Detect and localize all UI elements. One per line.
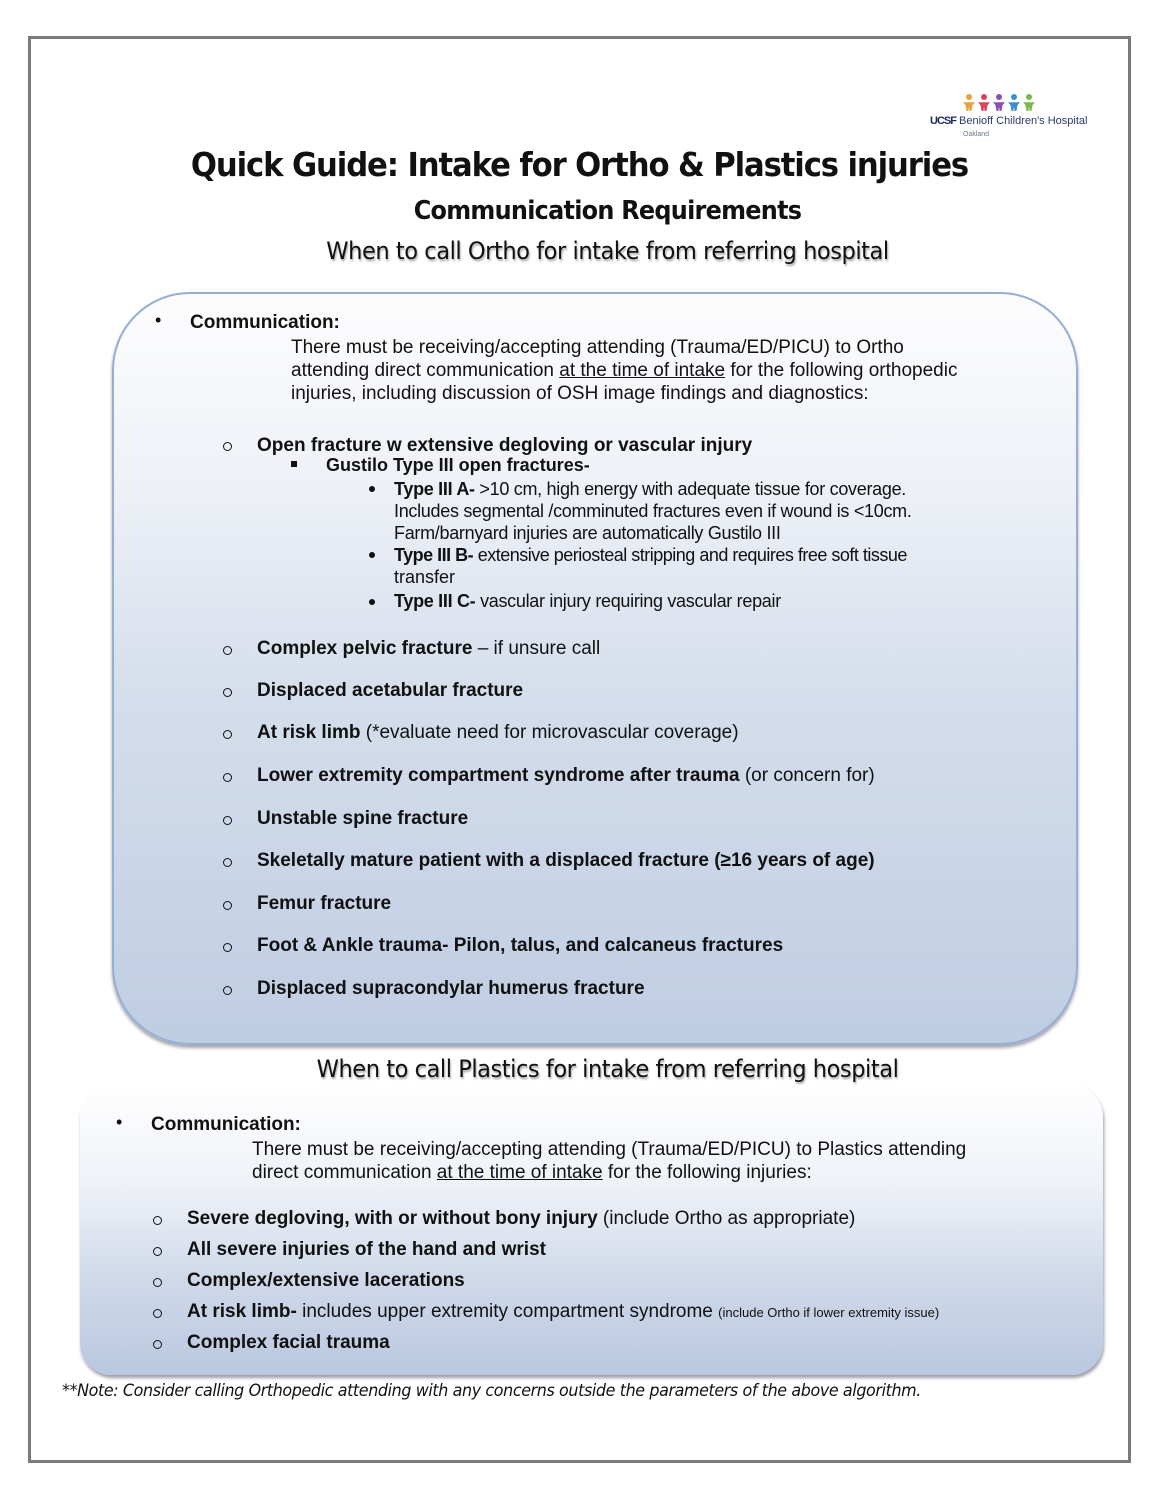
item-bold: Complex facial trauma <box>187 1332 390 1353</box>
text-segment: attending direct communication <box>291 360 560 381</box>
hollow-circle-bullet-icon <box>153 1216 162 1225</box>
hollow-circle-bullet-icon <box>223 901 232 910</box>
hollow-circle-bullet-icon <box>223 442 232 451</box>
text-segment: for the following orthopedic <box>725 360 958 381</box>
item-bold: At risk limb- <box>187 1301 297 1322</box>
ortho-communication-line2 <box>291 359 957 382</box>
hollow-circle-bullet-icon <box>153 1309 162 1318</box>
ortho-item <box>257 934 783 957</box>
item-note: (include Ortho as appropriate) <box>597 1208 856 1229</box>
item-bold: At risk limb <box>257 722 361 743</box>
ortho-communication-label: Communication: <box>190 312 340 333</box>
bullet-icon: • <box>155 310 162 330</box>
plastics-item <box>187 1238 546 1262</box>
footer-note: **Note: Consider calling Orthopedic attending with any concerns outside the parameters of the above algorithm. <box>62 1381 921 1401</box>
gustilo-type-3c <box>394 590 781 613</box>
type-label: Type III B- <box>394 545 474 565</box>
page-title: Quick Guide: Intake for Ortho & Plastics injuries <box>190 145 969 184</box>
children-figures-icon <box>962 94 1036 114</box>
type-label: Type III A- <box>394 479 475 499</box>
dot-bullet-icon <box>369 599 375 605</box>
dot-bullet-icon <box>369 486 375 492</box>
plastics-communication-line2 <box>252 1161 812 1184</box>
plastics-item <box>187 1331 390 1355</box>
ortho-item <box>257 679 523 702</box>
plastics-item <box>187 1269 465 1293</box>
hollow-circle-bullet-icon <box>223 688 232 697</box>
text-segment: for the following injuries: <box>602 1162 812 1183</box>
ortho-item <box>257 721 739 744</box>
type-description: >10 cm, high energy with adequate tissue for coverage. <box>474 479 906 499</box>
ortho-item <box>257 637 600 660</box>
hollow-circle-bullet-icon <box>223 730 232 739</box>
item-bold: Unstable spine fracture <box>257 808 469 829</box>
hollow-circle-bullet-icon <box>223 816 232 825</box>
square-bullet-icon <box>291 461 297 467</box>
ortho-communication-line3: injuries, including discussion of OSH image findings and diagnostics: <box>291 383 869 404</box>
item-small-note: (include Ortho if lower extremity issue) <box>718 1305 940 1320</box>
type-description: vascular injury requiring vascular repair <box>475 591 781 611</box>
ortho-item <box>257 892 391 915</box>
plastics-item <box>187 1300 939 1324</box>
item-bold: Displaced supracondylar humerus fracture <box>257 978 645 999</box>
hollow-circle-bullet-icon <box>223 986 232 995</box>
open-fracture-item: Open fracture w extensive degloving or vascular injury <box>257 435 753 456</box>
item-note: – if unsure call <box>472 638 601 659</box>
type-label: Type III C- <box>394 591 476 611</box>
item-bold: Severe degloving, with or without bony injury <box>187 1208 598 1229</box>
brand-name: Benioff Children's Hospital <box>959 115 1088 127</box>
hollow-circle-bullet-icon <box>223 943 232 952</box>
plastics-item <box>187 1207 855 1231</box>
hollow-circle-bullet-icon <box>223 646 232 655</box>
type-description: extensive periosteal stripping and requires free soft tissue <box>473 545 907 565</box>
hollow-circle-bullet-icon <box>153 1340 162 1349</box>
item-bold: Complex pelvic fracture <box>257 638 473 659</box>
hospital-brand <box>930 115 1087 127</box>
ortho-item <box>257 977 645 1000</box>
underlined-time-of-intake: at the time of intake <box>436 1162 603 1183</box>
item-bold: Foot & Ankle trauma- Pilon, talus, and calcaneus fractures <box>257 935 784 956</box>
item-note: (or concern for) <box>739 765 875 786</box>
bullet-icon: • <box>116 1112 123 1132</box>
gustilo-type-3a-line3: Farm/barnyard injuries are automatically Gustilo III <box>394 523 781 543</box>
page-subtitle: Communication Requirements <box>413 196 802 226</box>
ortho-item <box>257 849 875 872</box>
gustilo-type-3a <box>394 478 906 501</box>
brand-location: Oakland <box>963 131 990 138</box>
brand-prefix: UCSF <box>930 115 956 127</box>
hollow-circle-bullet-icon <box>223 858 232 867</box>
hollow-circle-bullet-icon <box>153 1247 162 1256</box>
underlined-time-of-intake: at the time of intake <box>559 360 726 381</box>
plastics-communication-line1: There must be receiving/accepting attending (Trauma/ED/PICU) to Plastics attending <box>252 1139 967 1160</box>
gustilo-heading: Gustilo Type III open fractures- <box>326 455 590 475</box>
ortho-item <box>257 807 468 830</box>
text-segment: direct communication <box>252 1162 437 1183</box>
ortho-communication-line1: There must be receiving/accepting attending (Trauma/ED/PICU) to Ortho <box>291 337 904 358</box>
item-bold: Femur fracture <box>257 893 392 914</box>
ortho-section-heading: When to call Ortho for intake from referring hospital <box>326 237 889 265</box>
item-bold: Complex/extensive lacerations <box>187 1270 465 1291</box>
gustilo-type-3b-line2: transfer <box>394 567 456 587</box>
plastics-section-heading: When to call Plastics for intake from referring hospital <box>316 1055 899 1083</box>
dot-bullet-icon <box>369 552 375 558</box>
item-bold: Skeletally mature patient with a displaced fracture (≥16 years of age) <box>257 850 875 871</box>
ortho-item <box>257 764 875 787</box>
hollow-circle-bullet-icon <box>223 773 232 782</box>
item-note: includes upper extremity compartment syndrome <box>296 1301 719 1322</box>
item-bold: All severe injuries of the hand and wrist <box>187 1239 546 1260</box>
item-bold: Displaced acetabular fracture <box>257 680 524 701</box>
plastics-communication-label: Communication: <box>151 1114 301 1135</box>
item-note: (*evaluate need for microvascular coverage) <box>360 722 739 743</box>
item-bold: Lower extremity compartment syndrome after trauma <box>257 765 740 786</box>
gustilo-type-3a-line2: Includes segmental /comminuted fractures even if wound is <10cm. <box>394 501 912 521</box>
hospital-logo <box>930 94 1105 146</box>
gustilo-type-3b <box>394 544 907 567</box>
hollow-circle-bullet-icon <box>153 1278 162 1287</box>
